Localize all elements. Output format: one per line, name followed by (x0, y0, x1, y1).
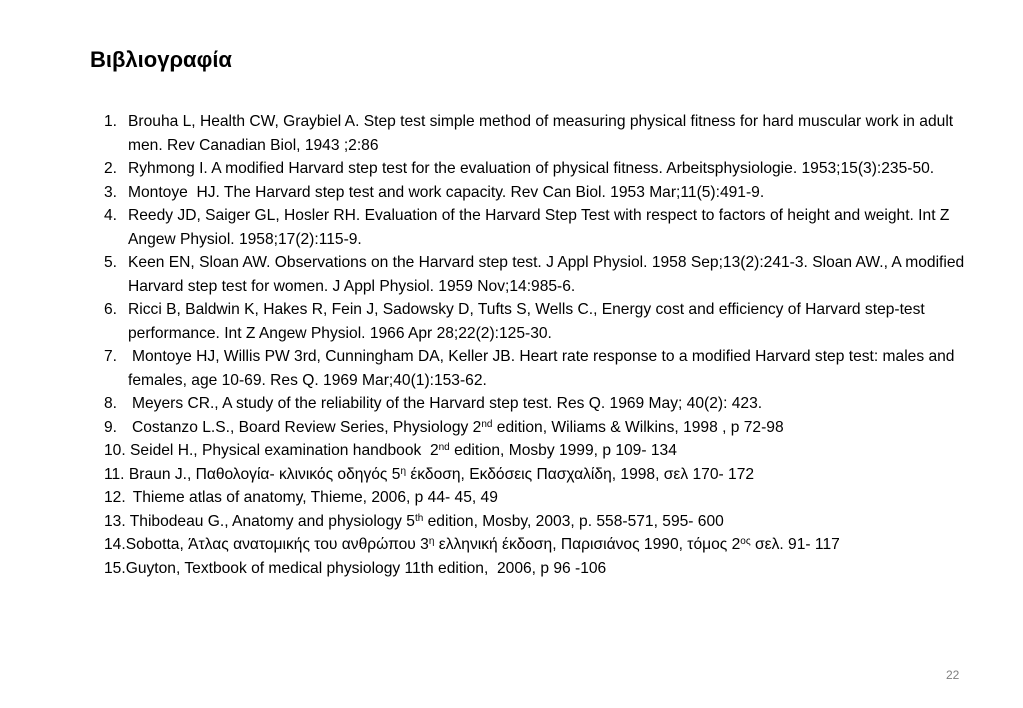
reference-number: 10. (104, 442, 126, 459)
reference-number: 8. (104, 395, 118, 412)
reference-text-content: Thieme atlas of anatomy, Thieme, 2006, p 44- 45, 49 (132, 489, 498, 506)
reference-text: Montoye HJ. The Harvard step test and work capacity. Rev Can Biol. 1953 Mar;11(5):491-9. (128, 183, 765, 201)
reference-item (104, 298, 984, 345)
reference-text: Ricci B, Baldwin K, Hakes R, Fein J, Sadowsky D, Tufts S, Wells C., Energy cost and efficiency of Harvard step-test performance. Int Z Angew Physiol. 1966 Apr 28;22(2):125-30. (128, 301, 925, 342)
ordinal-superscript: nd (481, 418, 493, 430)
reference-text: Ryhmong I. A modified Harvard step test for the evaluation of physical fitness. Arbeitsphysiologie. 1953;15(3):235-50. (128, 160, 935, 177)
reference-text (128, 345, 984, 392)
reference-text-start: Sobotta, Άτλας ανατομικής του ανθρώπου 3 (125, 536, 429, 553)
reference-text (126, 510, 984, 534)
reference-text-start: Thibodeau G., Anatomy and physiology 5 (129, 512, 415, 530)
reference-text-end: edition, Mosby, 2003, p. 558-571, 595- 600 (423, 512, 724, 530)
reference-list (104, 110, 984, 580)
reference-item (104, 510, 984, 534)
reference-item (104, 251, 984, 298)
ordinal-superscript: th (414, 512, 424, 524)
reference-number: 1. (104, 113, 118, 130)
page-number: 22 (946, 668, 960, 682)
reference-text: Guyton, Textbook of medical physiology 11th edition, 2006, p 96 -106 (125, 559, 607, 577)
reference-text: Keen EN, Sloan AW. Observations on the Harvard step test. J Appl Physiol. 1958 Sep;13(2):241-3. Sloan AW., A modified Harvard step test for women. J Appl Physiol. 1959 Nov;14:985-6. (128, 254, 965, 295)
reference-text: Brouha L, Health CW, Graybiel A. Step test simple method of measuring physical fitness for hard muscular work in adult men. Rev Canadian Biol, 1943 ;2:86 (128, 113, 954, 154)
reference-text: Reedy JD, Saiger GL, Hosler RH. Evaluation of the Harvard Step Test with respect to factors of height and weight. Int Z Angew Physiol. 1958;17(2):115-9. (128, 207, 950, 248)
reference-text-end: edition, Wiliams & Wilkins, 1998 , p 72-98 (492, 418, 784, 436)
reference-number: 3. (104, 183, 118, 201)
slide-title: Βιβλιογραφία (90, 47, 232, 72)
reference-item (104, 392, 984, 416)
reference-number: 12. (104, 489, 126, 506)
reference-number: 14. (104, 536, 126, 553)
reference-text (126, 439, 984, 463)
reference-text (125, 463, 984, 487)
reference-text (128, 416, 984, 440)
reference-item (104, 157, 984, 181)
reference-text-start: Seidel H., Physical examination handbook 2 (130, 442, 439, 459)
reference-number: 5. (104, 254, 118, 271)
reference-number: 2. (104, 160, 118, 177)
reference-text-middle: ελληνική έκδοση, Παρισιάνος 1990, τόμος 2 (434, 536, 741, 553)
reference-text (128, 392, 984, 416)
reference-text-end: σελ. 91- 117 (750, 536, 840, 553)
reference-item (104, 533, 984, 557)
reference-number: 4. (104, 207, 118, 224)
reference-item (104, 463, 984, 487)
reference-item (104, 486, 984, 510)
reference-text-end: edition, Mosby 1999, p 109- 134 (449, 442, 677, 459)
reference-item (104, 439, 984, 463)
reference-item (104, 557, 984, 581)
reference-number: 13. (104, 512, 126, 530)
reference-item (104, 110, 984, 157)
reference-text-content: Meyers CR., A study of the reliability of the Harvard step test. Res Q. 1969 May; 40(2): 423. (132, 395, 763, 412)
reference-number: 15. (104, 559, 126, 577)
reference-item (104, 416, 984, 440)
ordinal-superscript: ος (740, 536, 751, 547)
reference-text-start: Braun J., Παθολογία- κλινικός οδηγός 5 (128, 465, 401, 483)
reference-text (126, 533, 984, 557)
reference-item (104, 204, 984, 251)
reference-number: 9. (104, 418, 118, 436)
reference-text-end: έκδοση, Εκδόσεις Πασχαλίδη, 1998, σελ 170- 172 (406, 465, 755, 483)
reference-text-start: Costanzo L.S., Board Review Series, Physiology 2 (132, 418, 482, 436)
reference-number: 7. (104, 348, 118, 365)
reference-number: 11. (104, 465, 125, 483)
ordinal-superscript: η (400, 465, 406, 477)
reference-text (126, 486, 984, 510)
ordinal-superscript: nd (438, 442, 450, 453)
reference-item (104, 181, 984, 205)
reference-item (104, 345, 984, 392)
reference-text-content: Montoye HJ, Willis PW 3rd, Cunningham DA, Keller JB. Heart rate response to a modified Harvard step test: males and females, age 10-69. Res Q. 1969 Mar;40(1):153-62. (128, 348, 955, 389)
reference-number: 6. (104, 301, 118, 318)
ordinal-superscript: η (428, 536, 435, 547)
